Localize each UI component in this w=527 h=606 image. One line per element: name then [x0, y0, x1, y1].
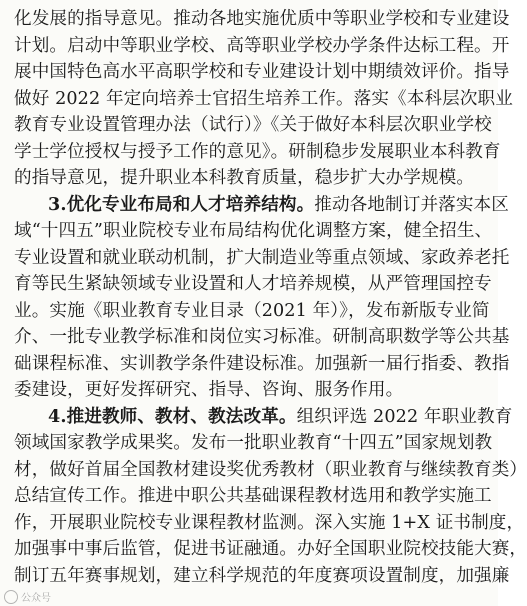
document-body: [14, 6, 527, 589]
paragraph-line: 的指导意见，提升职业本科教育质量，稳步扩大办学规模。: [14, 168, 475, 188]
paragraph-line: 教育专业设置管理办法（试行）》《关于做好本科层次职业学校: [14, 115, 492, 135]
section-4-first-line-text: 组织评选 2022 年职业教育: [296, 406, 513, 427]
watermark: [4, 589, 51, 604]
paragraph-line: 制订五年赛事规划，建立科学规范的年度赛项设置制度，加强廉: [14, 565, 510, 586]
paragraph-line: 展中国特色高水平高职学校和专业建设计划中期绩效评价。指导: [14, 62, 510, 82]
section-3-first-line: [14, 192, 509, 219]
section-4-first-line: [14, 404, 513, 431]
section-3-heading: 3.优化专业布局和人才培养结构。: [48, 193, 315, 215]
paragraph-line: 础课程标准、实训教学条件建设标准。加强新一届行指委、教指: [14, 353, 510, 374]
watermark-text: 公众号: [21, 593, 51, 604]
paragraph-line: 学士学位授权与授予工作的意见》。研制稳步发展职业本科教育: [14, 141, 501, 162]
paragraph-line: 业。实施《职业教育专业目录（2021 年）》，发布新版专业简: [14, 300, 490, 321]
paragraph-line: 做好 2022 年定向培养士官招生培养工作。落实《本科层次职业: [14, 88, 513, 109]
paragraph-line: 总结宣传工作。推进中职公共基础课程教材选用和教学实施工: [14, 486, 492, 506]
paragraph-line: 介、一批专业教学标准和岗位实习标准。研制高职数学等公共基: [14, 327, 510, 347]
paragraph-line: 作，开展职业院校专业课程教材监测。深入实施 1+X 证书制度，: [14, 512, 525, 533]
circle-logo-icon: [4, 590, 18, 604]
paragraph-line: 化发展的指导意见。推动各地实施优质中等职业学校和专业建设: [14, 9, 510, 29]
paragraph-line: 计划。启动中等职业学校、高等职业学校办学条件达标工程。开: [14, 35, 510, 56]
section-4-heading: 4.推进教师、教材、教法改革。: [48, 405, 297, 427]
paragraph-line: 专业设置和就业联动机制，扩大制造业等重点领域、家政养老托: [14, 247, 510, 268]
paragraph-line: 委建设，更好发挥研究、指导、咨询、服务作用。: [14, 380, 404, 400]
paragraph-line: 领域国家教学成果奖。发布一批职业教育“十四五”国家规划教: [14, 433, 493, 453]
paragraph-line: 加强事中事后监管，促进书证融通。办好全国职业院校技能大赛，: [14, 539, 527, 559]
paragraph-line: 材，做好首届全国教材建设奖优秀教材（职业教育与继续教育类）: [14, 459, 527, 480]
section-3-first-line-text: 推动各地制订并落实本区: [314, 194, 509, 215]
paragraph-line: 域“十四五”职业院校专业布局结构优化调整方案，健全招生、: [14, 221, 493, 241]
paragraph-line: 育等民生紧缺领域专业设置和人才培养规模，从严管理国控专: [14, 274, 492, 294]
